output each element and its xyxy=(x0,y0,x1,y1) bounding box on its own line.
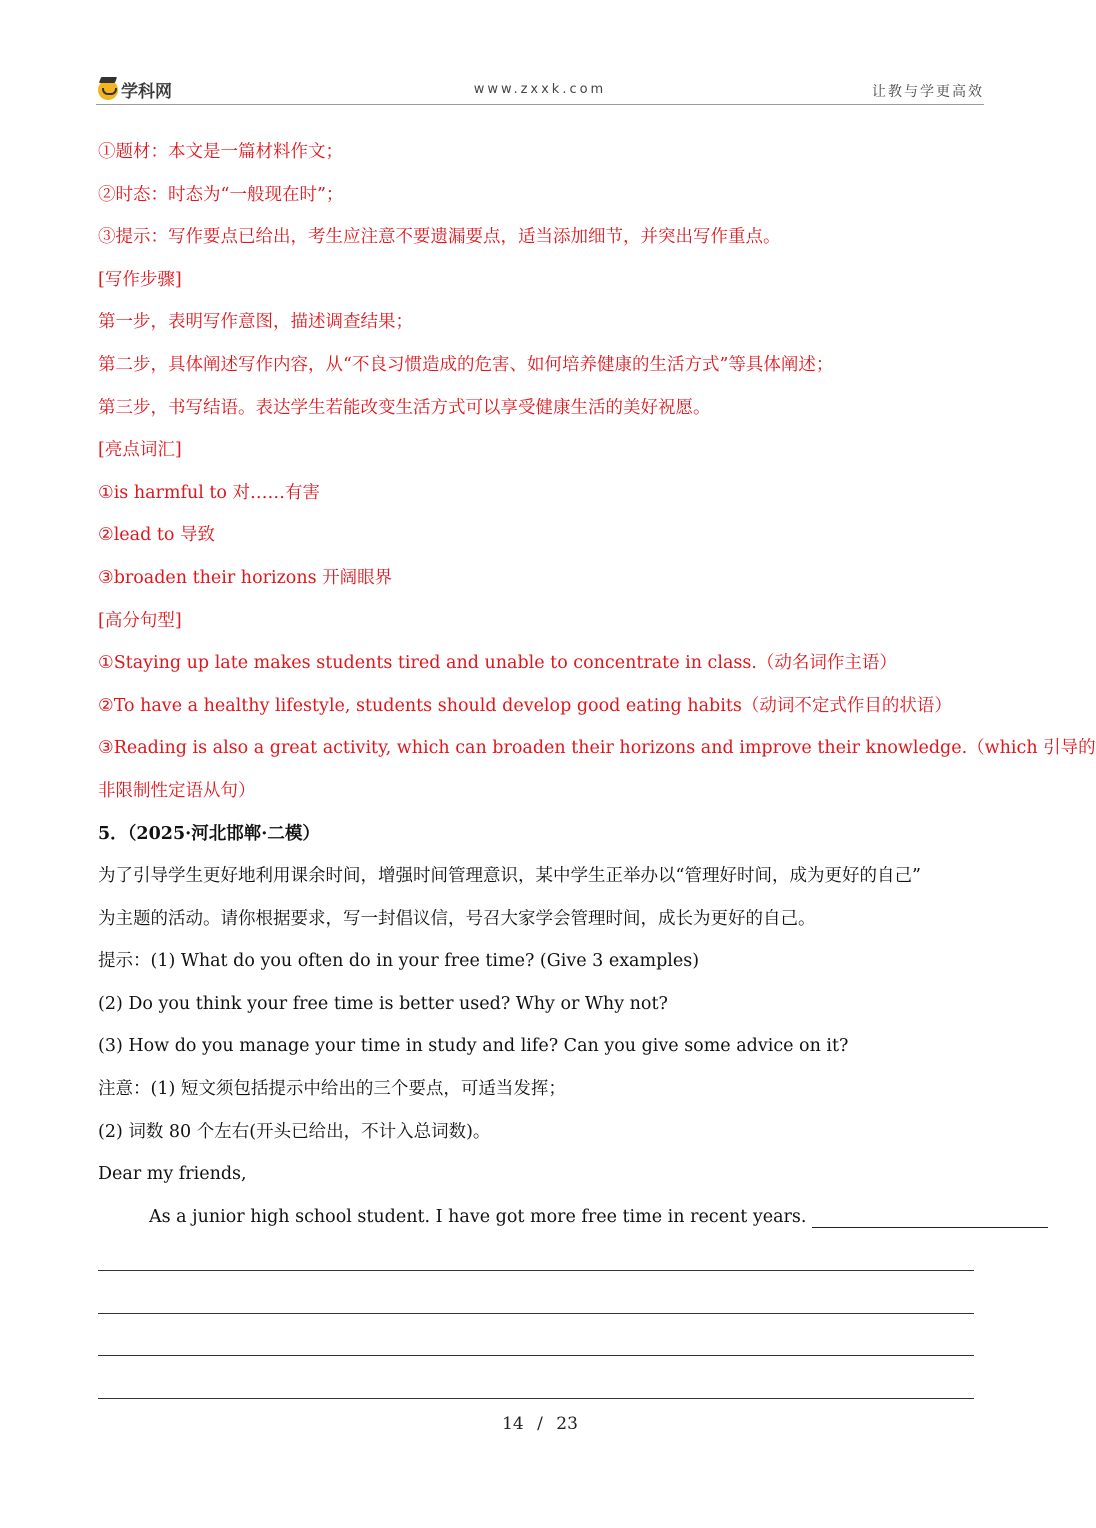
logo-text: 学科网 xyxy=(121,82,172,102)
answer-line[interactable] xyxy=(98,1324,984,1367)
slogan: 让教与学更高效 xyxy=(872,84,984,100)
analysis-line: 第二步，具体阐述写作内容，从“不良习惯造成的危害、如何培养健康的生活方式”等具体阐述； xyxy=(98,354,834,375)
sentence-item: ①Staying up late makes students tired and unable to concentrate in class.（动名词作主语） xyxy=(98,653,897,674)
page-total: 23 xyxy=(556,1414,578,1434)
note-line: 注意：(1) 短文须包括提示中给出的三个要点，可适当发挥； xyxy=(98,1079,566,1100)
question-title: 5．（2025·河北邯郸·二模） xyxy=(98,823,320,844)
section-heading: [写作步骤] xyxy=(98,269,182,290)
sentence-item-continued: 非限制性定语从句） xyxy=(98,780,256,801)
page-separator: / xyxy=(537,1414,543,1434)
letter-opening xyxy=(98,1196,984,1239)
section-heading: [亮点词汇] xyxy=(98,440,182,461)
prompt-line: (2) Do you think your free time is better used? Why or Why not? xyxy=(98,993,668,1014)
page-number xyxy=(0,1414,1080,1434)
analysis-line: ①题材：本文是一篇材料作文； xyxy=(98,142,343,162)
answer-line[interactable] xyxy=(98,1238,984,1281)
analysis-line: 第三步，书写结语。表达学生若能改变生活方式可以享受健康生活的美好祝愿。 xyxy=(98,397,711,418)
question-line: 为主题的活动。请你根据要求，写一封倡议信，号召大家学会管理时间，成长为更好的自己。 xyxy=(98,908,816,929)
letter-opening-text: As a junior high school student. I have got more free time in recent years. xyxy=(149,1206,807,1227)
answer-blank[interactable] xyxy=(812,1226,1048,1228)
site-url: www.zxxk.com xyxy=(473,82,607,97)
sentence-item: ②To have a healthy lifestyle, students should develop good eating habits（动词不定式作目的状语） xyxy=(98,695,952,716)
answer-analysis xyxy=(98,131,1096,813)
page-current: 14 xyxy=(502,1414,524,1434)
vocab-item: ③broaden their horizons 开阔眼界 xyxy=(98,567,393,588)
letter-salutation: Dear my friends, xyxy=(98,1164,247,1185)
analysis-line: 第一步，表明写作意图，描述调查结果； xyxy=(98,312,413,333)
answer-line[interactable] xyxy=(98,1281,984,1324)
note-line: (2) 词数 80 个左右(开头已给出，不计入总词数)。 xyxy=(98,1121,491,1142)
page-header xyxy=(96,74,984,105)
prompt-line: (3) How do you manage your time in study and life? Can you give some advice on it? xyxy=(98,1036,849,1057)
section-heading: [高分句型] xyxy=(98,610,182,631)
vocab-item: ①is harmful to 对……有害 xyxy=(98,482,321,503)
analysis-line: ③提示：写作要点已给出，考生应注意不要遗漏要点，适当添加细节，并突出写作重点。 xyxy=(98,227,781,248)
question-line: 为了引导学生更好地利用课余时间，增强时间管理意识，某中学生正举办以“管理好时间，成为更好的自己” xyxy=(98,866,921,887)
answer-line[interactable] xyxy=(98,1366,984,1409)
sentence-item: ③Reading is also a great activity, which can broaden their horizons and improve their knowledge.（which 引导的 xyxy=(98,738,1096,759)
vocab-item: ②lead to 导致 xyxy=(98,525,215,546)
analysis-line: ②时态：时态为“一般现在时”； xyxy=(98,184,344,205)
prompt-line: 提示：(1) What do you often do in your free time? (Give 3 examples) xyxy=(98,951,700,972)
question-block xyxy=(98,813,984,1409)
page-content xyxy=(98,131,1096,1409)
